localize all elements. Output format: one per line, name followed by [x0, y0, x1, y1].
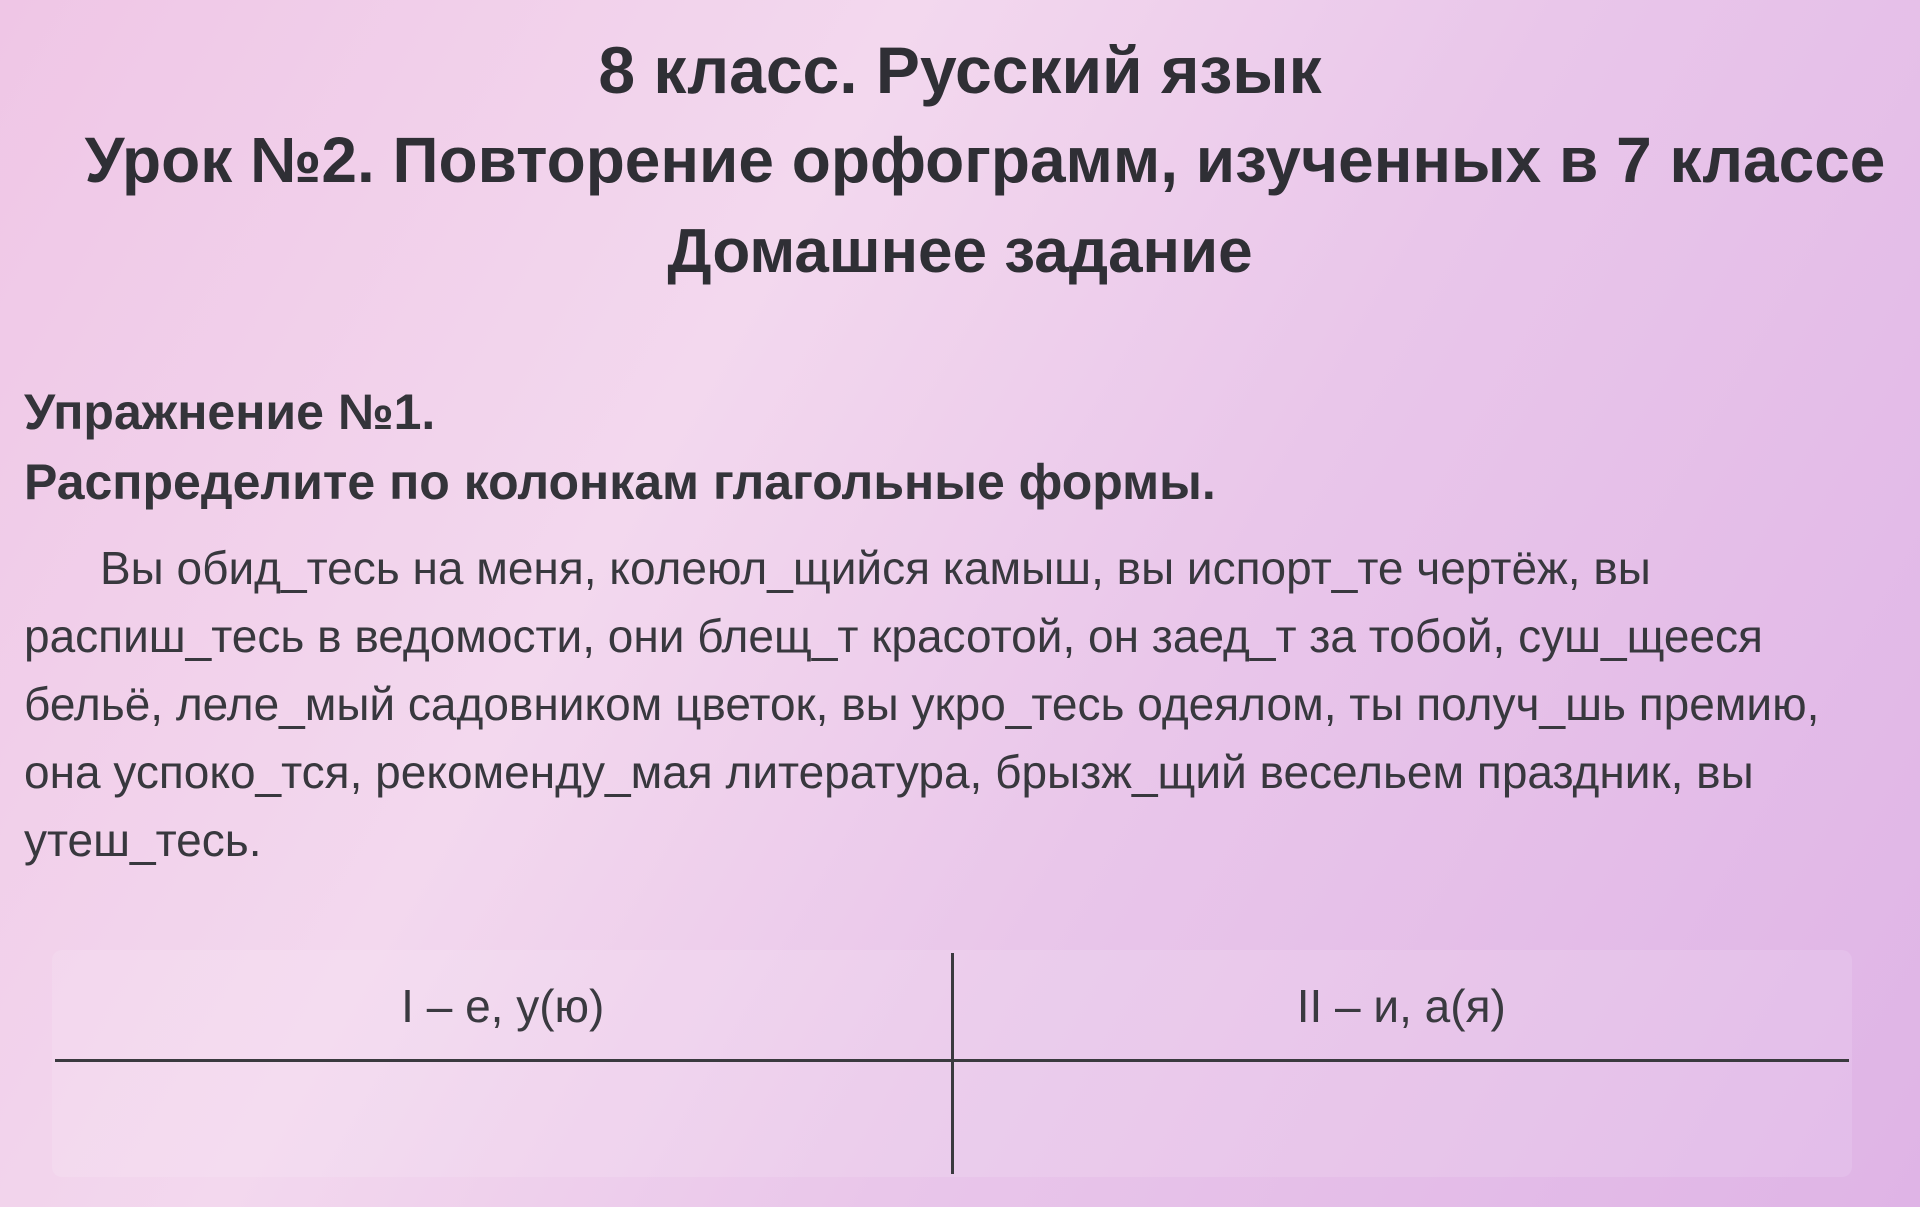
document-header — [0, 30, 1920, 294]
table-header-row — [54, 952, 1851, 1061]
homework-title: Домашнее задание — [667, 217, 1253, 286]
exercise-instruction: Распределите по колонкам глагольные формы. — [24, 454, 1216, 510]
table-cell-first-conjugation — [54, 1061, 953, 1176]
table-row — [54, 1061, 1851, 1176]
grade-subject-title: 8 класс. Русский язык — [598, 33, 1322, 107]
column-header-first-conjugation: I – е, у(ю) — [54, 952, 953, 1061]
exercise-text: Вы обид_тесь на меня, колеюл_щийся камыш, вы испорт_те чертёж, вы распиш_тесь в ведомости, они блещ_т красотой, он заед_т за тобой, суш_щееся бельё, леле_мый садовником цветок, вы укро_тесь одеялом, ты получ_шь премию, она успоко_тся, рекоменду_мая литература, брызж_щий весельем праздник, вы утеш_тесь. — [24, 542, 1820, 866]
answer-table — [52, 950, 1852, 1177]
exercise-text-paragraph — [24, 534, 1824, 874]
table-cell-second-conjugation — [952, 1061, 1851, 1176]
exercise-block — [24, 380, 1884, 874]
lesson-title: Урок №2. Повторение орфограмм, изученных в 7 классе — [84, 124, 1886, 196]
exercise-title: Упражнение №1. — [24, 384, 436, 440]
column-header-second-conjugation: II – и, а(я) — [952, 952, 1851, 1061]
